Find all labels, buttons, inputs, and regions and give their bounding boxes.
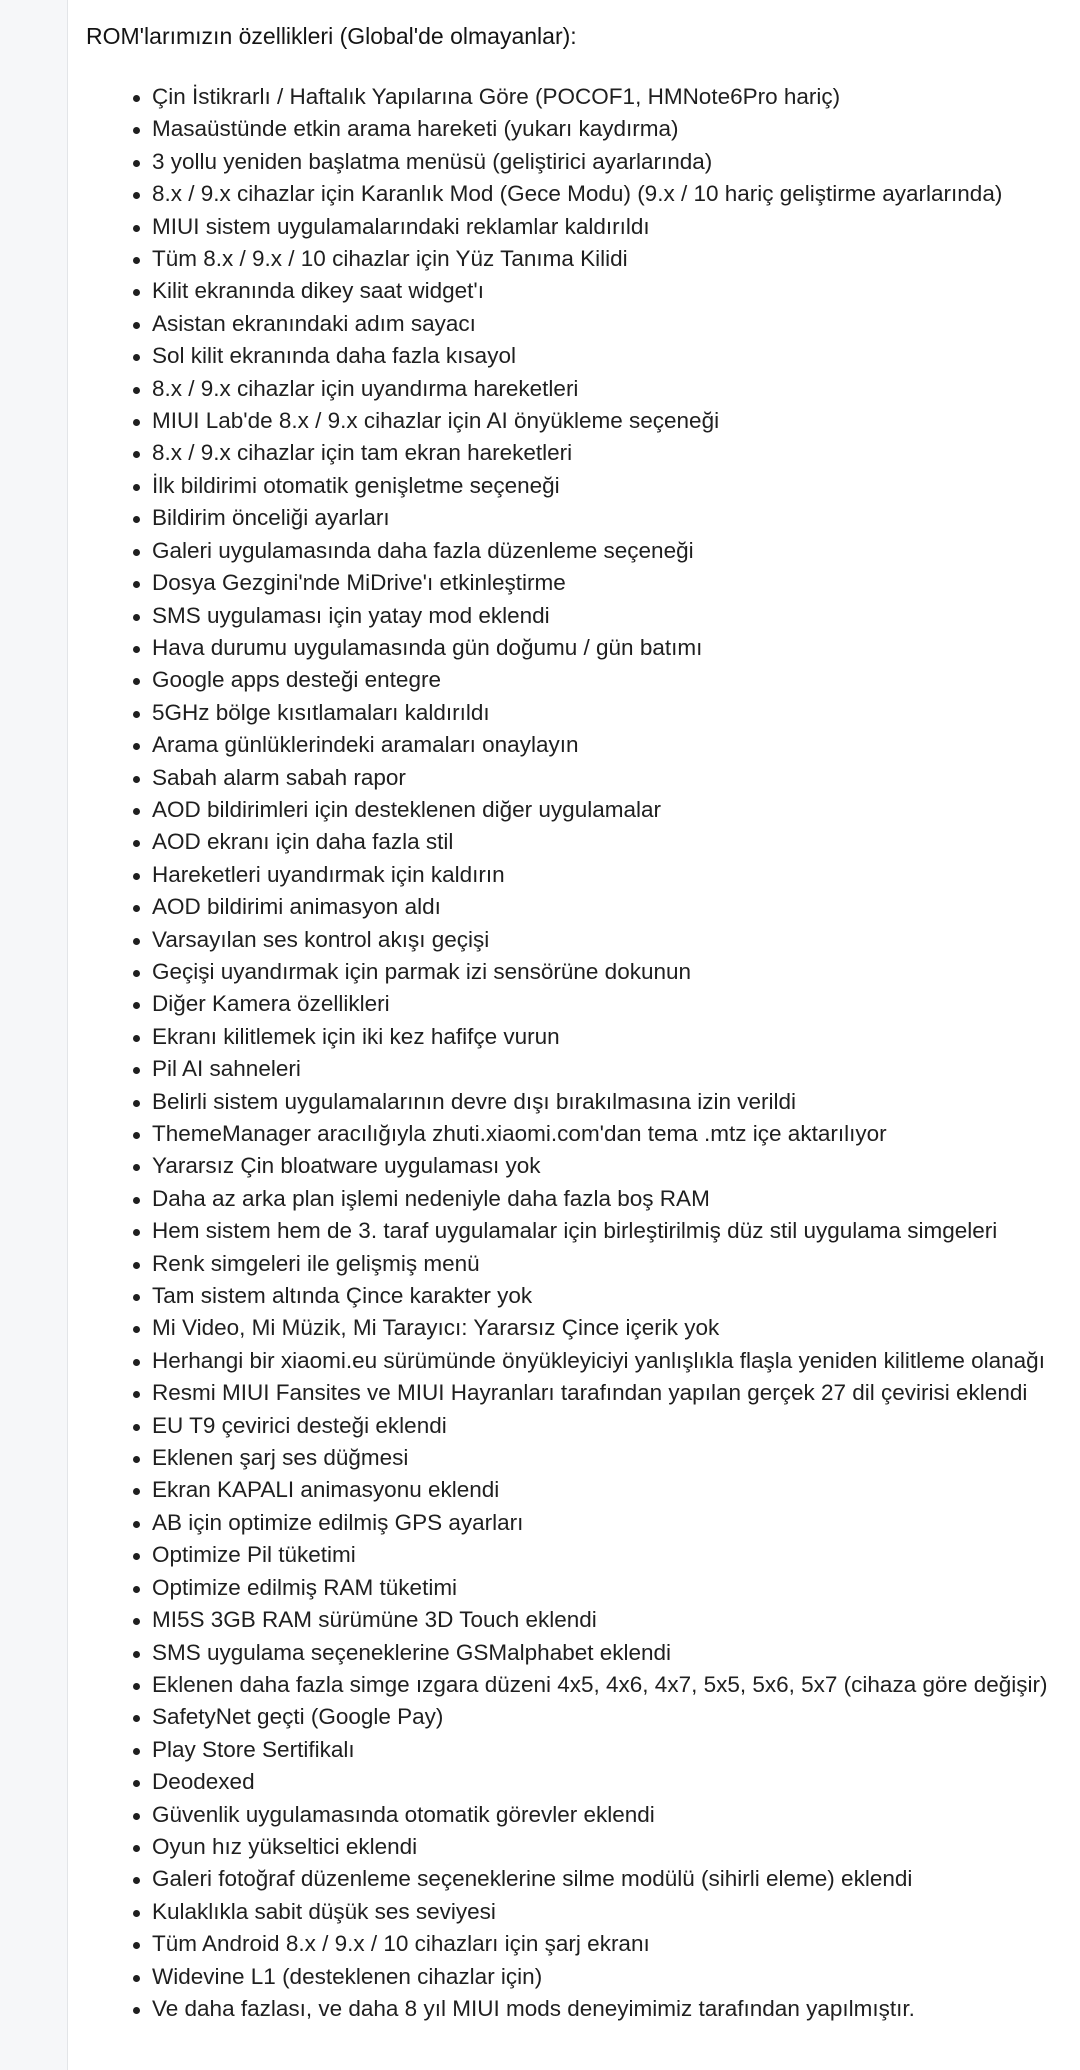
feature-text: Galeri fotoğraf düzenleme seçeneklerine silme modülü (sihirli eleme) eklendi (152, 1866, 913, 1892)
feature-list-item (152, 146, 1080, 178)
feature-text: Galeri uygulamasında daha fazla düzenleme seçeneği (152, 537, 694, 563)
feature-list-item (152, 1377, 1080, 1409)
feature-text: AOD ekranı için daha fazla stil (152, 829, 454, 855)
feature-text: Mi Video, Mi Müzik, Mi Tarayıcı: Yararsız Çince içerik yok (152, 1315, 720, 1341)
feature-list-item (152, 794, 1080, 826)
feature-list-item (152, 1345, 1080, 1377)
bullet-icon (133, 1424, 140, 1431)
feature-text: Google apps desteği entegre (152, 667, 441, 693)
bullet-icon (133, 1197, 140, 1204)
bullet-icon (133, 743, 140, 750)
feature-list-item (152, 1831, 1080, 1863)
bullet-icon (133, 160, 140, 167)
bullet-icon (133, 451, 140, 458)
feature-text: Resmi MIUI Fansites ve MIUI Hayranları tarafından yapılan gerçek 27 dil çevirisi eklendi (152, 1380, 1028, 1406)
feature-text: Renk simgeleri ile gelişmiş menü (152, 1250, 480, 1276)
feature-list-item (152, 729, 1080, 761)
bullet-icon (133, 905, 140, 912)
bullet-icon (133, 1035, 140, 1042)
bullet-icon (133, 322, 140, 329)
feature-text: Daha az arka plan işlemi nedeniyle daha fazla boş RAM (152, 1185, 710, 1211)
bullet-icon (133, 840, 140, 847)
bullet-icon (133, 776, 140, 783)
bullet-icon (133, 289, 140, 296)
feature-list-item (152, 632, 1080, 664)
feature-list-item (152, 1312, 1080, 1344)
bullet-icon (133, 1229, 140, 1236)
feature-list-item (152, 1118, 1080, 1150)
feature-list-item (152, 859, 1080, 891)
feature-text: Bildirim önceliği ayarları (152, 505, 390, 531)
bullet-icon (133, 225, 140, 232)
feature-text: Çin İstikrarlı / Haftalık Yapılarına Göre (POCOF1, HMNote6Pro hariç) (152, 84, 841, 109)
feature-list-item (152, 405, 1080, 437)
feature-list-item (152, 988, 1080, 1020)
feature-text: Herhangi bir xiaomi.eu sürümünde önyükleyiciyi yanlışlıkla flaşla yeniden kilitleme olanağı (152, 1347, 1045, 1373)
feature-list-item (152, 1669, 1080, 1701)
feature-list-item (152, 1086, 1080, 1118)
feature-text: Eklenen daha fazla simge ızgara düzeni 4x5, 4x6, 4x7, 5x5, 5x6, 5x7 (cihaza göre değişir) (152, 1671, 1048, 1697)
feature-list-item (152, 340, 1080, 372)
feature-list-item (152, 178, 1080, 210)
bullet-icon (133, 192, 140, 199)
feature-text: Tüm Android 8.x / 9.x / 10 cihazları için şarj ekranı (152, 1931, 650, 1957)
bullet-icon (133, 1100, 140, 1107)
feature-list-item (152, 1993, 1080, 2025)
feature-list-item (152, 1280, 1080, 1312)
feature-list-item (152, 308, 1080, 340)
bullet-icon (133, 614, 140, 621)
feature-text: MIUI sistem uygulamalarındaki reklamlar kaldırıldı (152, 213, 650, 239)
bullet-icon (133, 1553, 140, 1560)
feature-list-item (152, 1928, 1080, 1960)
feature-list-item (152, 243, 1080, 275)
feature-text: AB için optimize edilmiş GPS ayarları (152, 1509, 524, 1535)
feature-list-item (152, 1863, 1080, 1895)
feature-text: 8.x / 9.x cihazlar için Karanlık Mod (Gece Modu) (9.x / 10 hariç geliştirme ayarlarında) (152, 181, 1003, 207)
bullet-icon (133, 938, 140, 945)
bullet-icon (133, 1877, 140, 1884)
bullet-icon (133, 1456, 140, 1463)
feature-list-item (152, 1799, 1080, 1831)
feature-list-item (152, 567, 1080, 599)
feature-text: Kilit ekranında dikey saat widget'ı (152, 278, 484, 304)
feature-list-item (152, 81, 1080, 113)
bullet-icon (133, 516, 140, 523)
feature-text: Ve daha fazlası, ve daha 8 yıl MIUI mods deneyimimiz tarafından yapılmıştır. (152, 1995, 915, 2021)
feature-text: Kulaklıkla sabit düşük ses seviyesi (152, 1898, 496, 1924)
feature-text: Belirli sistem uygulamalarının devre dışı bırakılmasına izin verildi (152, 1088, 796, 1114)
feature-list-item (152, 1604, 1080, 1636)
feature-list-item (152, 826, 1080, 858)
bullet-icon (133, 1586, 140, 1593)
feature-list-item (152, 211, 1080, 243)
feature-list (86, 81, 1080, 2025)
bullet-icon (133, 387, 140, 394)
bullet-icon (133, 1715, 140, 1722)
features-heading: ROM'larımızın özellikleri (Global'de olmayanlar): (86, 23, 577, 49)
feature-text: Masaüstünde etkin arama hareketi (yukarı kaydırma) (152, 116, 679, 142)
feature-list-item (152, 373, 1080, 405)
feature-list-item (152, 275, 1080, 307)
feature-text: Pil AI sahneleri (152, 1056, 301, 1082)
feature-text: Tam sistem altında Çince karakter yok (152, 1283, 533, 1309)
feature-text: SafetyNet geçti (Google Pay) (152, 1704, 444, 1730)
left-gutter (0, 0, 68, 2070)
feature-text: Dosya Gezgini'nde MiDrive'ı etkinleştirme (152, 570, 566, 596)
feature-text: Yararsız Çin bloatware uygulaması yok (152, 1153, 541, 1179)
feature-text: Widevine L1 (desteklenen cihazlar için) (152, 1963, 543, 1989)
feature-list-item (152, 1021, 1080, 1053)
bullet-icon (133, 808, 140, 815)
feature-text: SMS uygulama seçeneklerine GSMalphabet eklendi (152, 1639, 672, 1665)
feature-list-item (152, 891, 1080, 923)
feature-text: AOD bildirimleri için desteklenen diğer uygulamalar (152, 796, 661, 822)
post-content (86, 0, 1080, 2025)
feature-text: Sabah alarm sabah rapor (152, 764, 406, 790)
bullet-icon (133, 646, 140, 653)
feature-text: Sol kilit ekranında daha fazla kısayol (152, 343, 516, 369)
feature-text: EU T9 çevirici desteği eklendi (152, 1412, 447, 1438)
feature-list-item (152, 1766, 1080, 1798)
feature-list-item (152, 437, 1080, 469)
bullet-icon (133, 549, 140, 556)
feature-text: Hareketleri uyandırmak için kaldırın (152, 861, 505, 887)
bullet-icon (133, 581, 140, 588)
feature-list-item (152, 1734, 1080, 1766)
feature-list-item (152, 1410, 1080, 1442)
feature-text: Hava durumu uygulamasında gün doğumu / gün batımı (152, 634, 703, 660)
bullet-icon (133, 1326, 140, 1333)
feature-text: Optimize Pil tüketimi (152, 1542, 356, 1568)
bullet-icon (133, 354, 140, 361)
feature-list-item (152, 535, 1080, 567)
feature-text: Deodexed (152, 1769, 255, 1795)
feature-list-item (152, 697, 1080, 729)
feature-list-item (152, 1474, 1080, 1506)
feature-list-item (152, 1507, 1080, 1539)
feature-list-item (152, 762, 1080, 794)
bullet-icon (133, 419, 140, 426)
feature-text: AOD bildirimi animasyon aldı (152, 894, 441, 920)
feature-text: Optimize edilmiş RAM tüketimi (152, 1574, 458, 1600)
bullet-icon (133, 1748, 140, 1755)
bullet-icon (133, 1942, 140, 1949)
bullet-icon (133, 127, 140, 134)
bullet-icon (133, 1651, 140, 1658)
feature-text: Geçişi uyandırmak için parmak izi sensörüne dokunun (152, 958, 692, 984)
bullet-icon (133, 1002, 140, 1009)
bullet-icon (133, 1359, 140, 1366)
bullet-icon (133, 1132, 140, 1139)
feature-text: 8.x / 9.x cihazlar için uyandırma hareketleri (152, 375, 579, 401)
feature-list-item (152, 470, 1080, 502)
feature-list-item (152, 1150, 1080, 1182)
feature-text: ThemeManager aracılığıyla zhuti.xiaomi.com'dan tema .mtz içe aktarılıyor (152, 1121, 887, 1146)
feature-list-item (152, 113, 1080, 145)
feature-text: Güvenlik uygulamasında otomatik görevler eklendi (152, 1801, 655, 1827)
feature-list-item (152, 1539, 1080, 1571)
bullet-icon (133, 1294, 140, 1301)
feature-text: Diğer Kamera özellikleri (152, 991, 390, 1017)
bullet-icon (133, 1910, 140, 1917)
feature-text: Play Store Sertifikalı (152, 1736, 355, 1762)
feature-list-item (152, 664, 1080, 696)
feature-text: MI5S 3GB RAM sürümüne 3D Touch eklendi (152, 1607, 597, 1633)
feature-list-item (152, 956, 1080, 988)
bullet-icon (133, 1262, 140, 1269)
feature-list-item (152, 1637, 1080, 1669)
bullet-icon (133, 1683, 140, 1690)
feature-list-item (152, 1248, 1080, 1280)
bullet-icon (133, 95, 140, 102)
bullet-icon (133, 1521, 140, 1528)
feature-text: Tüm 8.x / 9.x / 10 cihazlar için Yüz Tanıma Kilidi (152, 246, 628, 272)
bullet-icon (133, 1845, 140, 1852)
feature-list-item (152, 924, 1080, 956)
feature-list-item (152, 1572, 1080, 1604)
feature-text: Hem sistem hem de 3. taraf uygulamalar için birleştirilmiş düz stil uygulama simgeleri (152, 1218, 998, 1244)
bullet-icon (133, 1975, 140, 1982)
feature-list-item (152, 502, 1080, 534)
feature-list-item (152, 1215, 1080, 1247)
bullet-icon (133, 1488, 140, 1495)
bullet-icon (133, 484, 140, 491)
feature-list-item (152, 1701, 1080, 1733)
bullet-icon (133, 2007, 140, 2014)
feature-text: Ekran KAPALI animasyonu eklendi (152, 1477, 500, 1503)
feature-list-item (152, 1442, 1080, 1474)
feature-text: Arama günlüklerindeki aramaları onaylayın (152, 732, 579, 758)
bullet-icon (133, 711, 140, 718)
feature-text: 5GHz bölge kısıtlamaları kaldırıldı (152, 699, 490, 725)
feature-list-item (152, 1183, 1080, 1215)
feature-text: MIUI Lab'de 8.x / 9.x cihazlar için AI önyükleme seçeneği (152, 408, 720, 434)
bullet-icon (133, 1164, 140, 1171)
bullet-icon (133, 678, 140, 685)
bullet-icon (133, 1618, 140, 1625)
feature-text: Oyun hız yükseltici eklendi (152, 1833, 418, 1859)
feature-list-item (152, 1961, 1080, 1993)
bullet-icon (133, 873, 140, 880)
feature-text: 3 yollu yeniden başlatma menüsü (geliştirici ayarlarında) (152, 148, 713, 174)
feature-text: SMS uygulaması için yatay mod eklendi (152, 602, 550, 628)
feature-list-item (152, 600, 1080, 632)
bullet-icon (133, 970, 140, 977)
bullet-icon (133, 1067, 140, 1074)
bullet-icon (133, 1780, 140, 1787)
feature-list-item (152, 1896, 1080, 1928)
feature-text: Ekranı kilitlemek için iki kez hafifçe vurun (152, 1023, 560, 1049)
feature-text: İlk bildirimi otomatik genişletme seçeneği (152, 472, 560, 498)
feature-text: Eklenen şarj ses düğmesi (152, 1445, 409, 1471)
feature-text: Asistan ekranındaki adım sayacı (152, 310, 476, 336)
feature-list-item (152, 1053, 1080, 1085)
feature-text: Varsayılan ses kontrol akışı geçişi (152, 926, 490, 952)
feature-text: 8.x / 9.x cihazlar için tam ekran hareketleri (152, 440, 573, 466)
bullet-icon (133, 1391, 140, 1398)
bullet-icon (133, 257, 140, 264)
bullet-icon (133, 1813, 140, 1820)
